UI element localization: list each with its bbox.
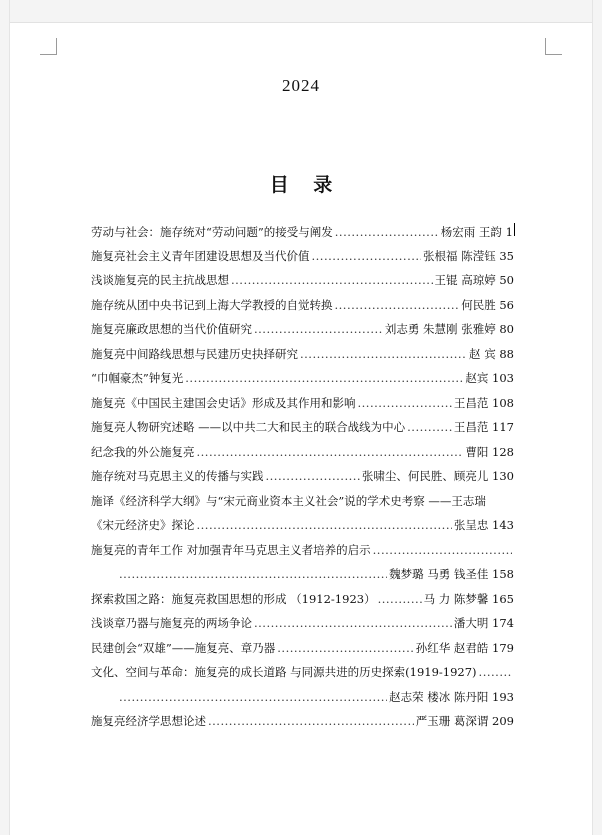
toc-entry[interactable] bbox=[91, 493, 514, 518]
toc-entry[interactable] bbox=[91, 272, 514, 297]
toc-entry-title: 施复亮中间路线思想与民建历史抉择研究 bbox=[91, 346, 298, 361]
dot-leader bbox=[119, 567, 387, 581]
toc-entry[interactable] bbox=[91, 346, 514, 371]
toc-entry[interactable] bbox=[91, 664, 514, 689]
margin-mark-top-left bbox=[40, 38, 57, 55]
toc-entry-authors: 张呈忠 bbox=[453, 518, 489, 532]
toc-entry-page: 88 bbox=[499, 346, 514, 361]
toc-entry-page: 1 bbox=[505, 225, 513, 239]
toc-entry-page: 128 bbox=[492, 444, 514, 459]
toc-entry[interactable] bbox=[91, 468, 514, 493]
page-title: 目 录 bbox=[269, 174, 333, 196]
toc-entry-page: 35 bbox=[499, 248, 514, 263]
toc-entry-authors: 王锟 高琼婷 bbox=[434, 273, 496, 287]
toc-entry-page: 80 bbox=[499, 322, 514, 336]
toc-entry[interactable] bbox=[91, 566, 514, 591]
toc-entry-title: “巾帼豪杰”钟复光 bbox=[91, 371, 184, 385]
toc-entry[interactable] bbox=[91, 615, 514, 640]
toc-entry[interactable] bbox=[91, 689, 514, 714]
toc-entry-title: 《宋元经济史》探论 bbox=[91, 518, 195, 532]
dot-leader bbox=[231, 273, 433, 287]
toc-entry-title: 施存统对马克思主义的传播与实践 bbox=[91, 469, 264, 483]
toc-entry-title: 施复亮的青年工作 对加强青年马克思主义者培养的启示 bbox=[91, 542, 371, 557]
toc-entry-authors: 刘志勇 朱慧刚 张雅婷 bbox=[384, 322, 496, 336]
dot-leader bbox=[197, 518, 452, 532]
toc-entry-title: 探索救国之路：施复亮救国思想的形成 （1912-1923） bbox=[91, 591, 376, 606]
dot-leader bbox=[358, 396, 452, 410]
toc-entry-page: 117 bbox=[492, 420, 514, 434]
toc-entry-page: 158 bbox=[492, 567, 514, 581]
window-top-bar bbox=[0, 0, 602, 23]
toc-entry-authors: 马 力 陈梦馨 bbox=[423, 591, 489, 606]
toc-entry-page: 50 bbox=[499, 273, 514, 287]
dot-leader bbox=[312, 249, 422, 263]
toc-entry-title: 施译《经济科学大纲》与“宋元商业资本主义社会”说的学术史考察 ——王志瑞 bbox=[91, 493, 486, 508]
toc-entry-page: 108 bbox=[492, 395, 514, 410]
toc-entry-title: 浅谈施复亮的民主抗战思想 bbox=[91, 273, 229, 287]
page-header-year: 2024 bbox=[282, 76, 320, 95]
toc-entry-title: 文化、空间与革命：施复亮的成长道路 与同源共进的历史探索(1919-1927) bbox=[91, 665, 477, 679]
toc-entry[interactable] bbox=[91, 370, 514, 395]
toc-entry[interactable] bbox=[91, 223, 514, 248]
toc-entry-authors: 赵 宾 bbox=[469, 346, 496, 361]
toc-entry-page: 209 bbox=[492, 714, 514, 728]
toc-entry[interactable] bbox=[91, 640, 514, 665]
toc-entry-title: 施复亮人物研究述略 ——以中共二大和民主的联合战线为中心 bbox=[91, 420, 406, 434]
dot-leader bbox=[119, 690, 387, 704]
toc-entry-page: 56 bbox=[499, 297, 514, 312]
dot-leader bbox=[208, 714, 414, 728]
toc-entry-title: 施复亮经济学思想论述 bbox=[91, 714, 206, 728]
dot-leader bbox=[479, 665, 512, 679]
toc-entry-page: 179 bbox=[492, 640, 514, 655]
dot-leader bbox=[277, 641, 413, 655]
toc-entry-page: 193 bbox=[492, 689, 514, 704]
toc-entry-authors: 张根福 陈滢钰 bbox=[423, 248, 496, 263]
toc-entry-page: 174 bbox=[492, 616, 514, 630]
dot-leader bbox=[335, 298, 460, 312]
toc-entry-title: 施复亮社会主义青年团建设思想及当代价值 bbox=[91, 248, 310, 263]
toc-entry[interactable] bbox=[91, 444, 514, 469]
toc-entry-title: 浅谈章乃器与施复亮的两场争论 bbox=[91, 616, 252, 630]
margin-mark-top-right bbox=[545, 38, 562, 55]
toc-entry-title: 劳动与社会：施存统对“劳动问题”的接受与阐发 bbox=[91, 225, 333, 239]
toc-entry-authors: 孙红华 赵君皓 bbox=[415, 640, 489, 655]
dot-leader bbox=[300, 347, 467, 361]
toc-entry-authors: 杨宏雨 王韵 bbox=[440, 225, 502, 239]
toc-entry-page: 143 bbox=[492, 518, 514, 532]
toc-entry-authors: 赵宾 bbox=[465, 371, 489, 385]
table-of-contents bbox=[91, 223, 514, 738]
toc-entry-authors: 潘大明 bbox=[453, 616, 489, 630]
toc-entry-title: 民建创会“双雄”——施复亮、章乃器 bbox=[91, 640, 276, 655]
toc-entry-authors: 赵志荣 楼冰 陈丹阳 bbox=[389, 689, 489, 704]
toc-entry-authors: 王昌范 bbox=[453, 395, 489, 410]
toc-entry[interactable] bbox=[91, 321, 514, 346]
toc-entry-authors: 何民胜 bbox=[461, 297, 496, 312]
toc-entry-title: 施复亮廉政思想的当代价值研究 bbox=[91, 322, 252, 336]
toc-entry-page: 103 bbox=[492, 371, 514, 385]
toc-entry[interactable] bbox=[91, 542, 514, 567]
dot-leader bbox=[335, 225, 439, 239]
dot-leader bbox=[185, 371, 463, 385]
toc-entry[interactable] bbox=[91, 395, 514, 420]
toc-entry-title: 施存统从团中央书记到上海大学教授的自觉转换 bbox=[91, 297, 333, 312]
toc-entry-authors: 王昌范 bbox=[453, 420, 489, 434]
dot-leader bbox=[266, 469, 360, 483]
window-left-edge bbox=[0, 0, 10, 835]
dot-leader bbox=[373, 543, 512, 557]
toc-entry[interactable] bbox=[91, 248, 514, 273]
toc-entry-authors: 张啸尘、何民胜、顾亮儿 bbox=[361, 469, 489, 483]
toc-entry[interactable] bbox=[91, 517, 514, 542]
dot-leader bbox=[254, 616, 452, 630]
toc-entry[interactable] bbox=[91, 297, 514, 322]
toc-entry[interactable] bbox=[91, 419, 514, 444]
toc-entry-title: 施复亮《中国民主建国会史话》形成及其作用和影响 bbox=[91, 395, 356, 410]
toc-entry[interactable] bbox=[91, 713, 514, 738]
window-right-edge bbox=[592, 0, 602, 835]
toc-entry-title: 纪念我的外公施复亮 bbox=[91, 444, 195, 459]
toc-entry-authors: 严玉珊 葛深谓 bbox=[415, 714, 489, 728]
toc-entry-authors: 魏梦璐 马勇 钱圣佳 bbox=[389, 567, 489, 581]
toc-entry[interactable] bbox=[91, 591, 514, 616]
toc-entry-authors: 曹阳 bbox=[465, 444, 489, 459]
toc-entry-page: 165 bbox=[492, 591, 514, 606]
toc-entry-page: 130 bbox=[492, 469, 514, 483]
dot-leader bbox=[407, 420, 452, 434]
dot-leader bbox=[254, 322, 383, 336]
dot-leader bbox=[378, 592, 422, 606]
dot-leader bbox=[197, 445, 464, 459]
